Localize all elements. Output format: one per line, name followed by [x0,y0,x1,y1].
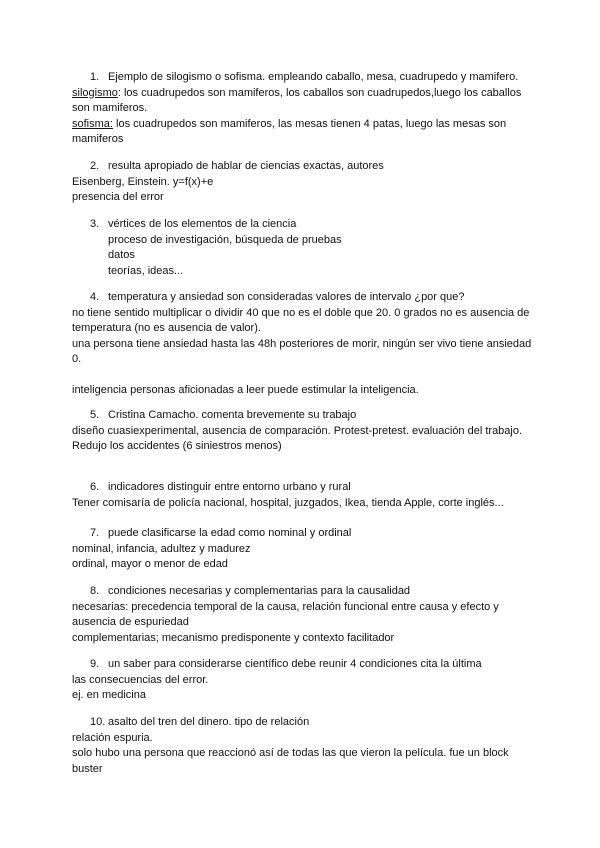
question-number: 9. [90,658,100,670]
question-1 [72,70,532,148]
answer-sofisma: sofisma: los cuadrupedos son mamiferos, las mesas tienen 4 patas, luego las mesas son mamiferos [72,117,507,145]
answer-line: no tiene sentido multiplicar o dividir 40 que no es el doble que 20. 0 grados no es ausencia de temperatura (no es ausencia de valor). [72,306,530,334]
question-7 [72,526,532,573]
question-10-title: 10. asalto del tren del dinero. tipo de relación [72,715,532,731]
answer-line: teorías, ideas... [108,264,184,277]
question-number: 10. [90,716,106,728]
question-number: 3. [90,218,100,230]
question-7-title: 7. puede clasificarse la edad como nominal y ordinal [72,526,532,542]
question-5 [72,408,532,455]
answer-line: las consecuencias del error. [72,673,209,686]
answer-line: una persona tiene ansiedad hasta las 48h posteriores de morir, ningún ser vivo tiene ansiedad 0. [72,337,532,365]
question-2 [72,159,532,206]
question-number: 4. [90,291,100,303]
question-6 [72,480,532,511]
silogismo-label: silogismo [72,86,118,99]
question-number: 5. [90,409,100,421]
answer-line: diseño cuasiexperimental, ausencia de comparación. Protest-pretest. evaluación del trabajo. [72,424,523,437]
question-number: 2. [90,160,100,172]
question-3-title: 3. vértices de los elementos de la ciencia [72,217,532,233]
sofisma-label: sofisma: [72,117,113,130]
answer-line: Redujo los accidentes (6 siniestros menos) [72,440,282,452]
answer-line: proceso de investigación, búsqueda de pruebas [108,233,342,246]
answer-line: datos [108,249,135,261]
question-6-title: 6. indicadores distinguir entre entorno urbano y rural [72,480,532,496]
answer-line: necesarias: precedencia temporal de la causa, relación funcional entre causa y efecto y ausencia de espuriedad [72,600,499,628]
question-10 [72,715,532,777]
answer-line: nominal, infancia, adultez y madurez [72,542,251,555]
answer-line: Eisenberg, Einstein. y=f(x)+e [72,175,214,188]
question-9-title: 9. un saber para considerarse científico debe reunir 4 condiciones cita la última [72,657,532,673]
answer-line: solo hubo una persona que reaccionó así de todas las que vieron la película. fue un block buster [72,747,509,775]
question-number: 7. [90,527,100,539]
answer-line: relación espuria. [72,731,153,744]
answer-line: complementarias; mecanismo predisponente y contexto facilitador [72,631,395,644]
question-4 [72,290,532,399]
question-number: 8. [90,585,100,597]
question-1-title: 1. Ejemplo de silogismo o sofisma. empleando caballo, mesa, cuadrupedo y mamifero. [72,70,532,86]
question-3 [72,217,532,279]
question-number: 6. [90,481,100,493]
answer-line: Tener comisaría de policía nacional, hospital, juzgados, Ikea, tienda Apple, corte inglés... [72,496,504,509]
answer-extra: inteligencia personas aficionadas a leer puede estimular la inteligencia. [72,384,419,396]
question-8 [72,584,532,646]
question-9 [72,657,532,704]
answer-line: ej. en medicina [72,689,146,701]
question-8-title: 8. condiciones necesarias y complementarias para la causalidad [72,584,532,600]
answer-silogismo: silogismo: los cuadrupedos son mamiferos, los caballos son cuadrupedos,luego los caballos son mamiferos. [72,86,522,114]
question-5-title: 5. Cristina Camacho. comenta brevemente su trabajo [72,408,532,424]
answer-line: ordinal, mayor o menor de edad [72,558,228,570]
question-4-title: 4. temperatura y ansiedad son consideradas valores de intervalo ¿por que? [72,290,532,306]
question-2-title: 2. resulta apropiado de hablar de ciencias exactas, autores [72,159,532,175]
answer-line: presencia del error [72,191,164,203]
question-number: 1. [90,71,100,83]
